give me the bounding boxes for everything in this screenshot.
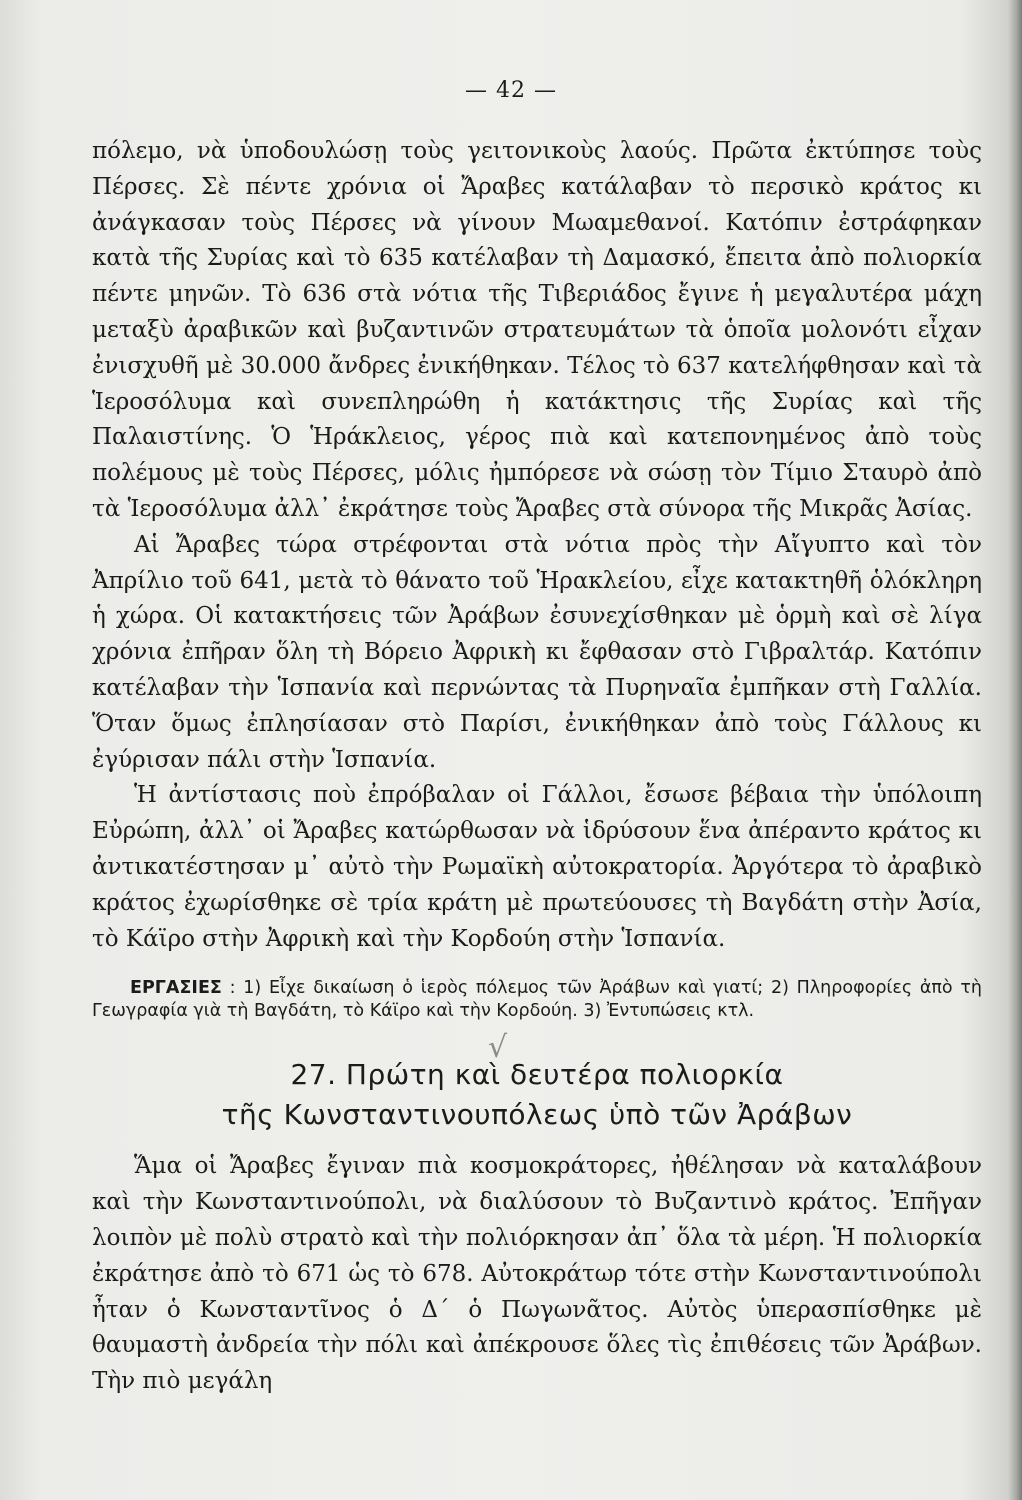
chapter-title: [92, 1055, 982, 1135]
page-edge-shadow: [1008, 0, 1022, 1500]
paragraph-3: Ἡ ἀντίστασις ποὺ ἐπρόβαλαν οἱ Γάλλοι, ἔσωσε βέβαια τὴν ὑπόλοιπη Εὐρώπη, ἀλλ᾽ οἱ Ἄραβες κατώρθωσαν νὰ ἱδρύσουν ἕνα ἀπέραντο κράτος κι ἀντικατέστησαν μ᾽ αὐτὸ τὴν Ρωμαϊκὴ αὐτοκρατορία. Ἀργότερα τὸ ἀραβικὸ κράτος ἐχωρίσθηκε σὲ τρία κράτη μὲ πρωτεύουσες τὴ Βαγδάτη στὴν Ἀσία, τὸ Κάϊρο στὴν Ἀφρικὴ καὶ τὴν Κορδούη στὴν Ἱσπανία.: [92, 782, 982, 952]
paragraph-1: πόλεμο, νὰ ὑποδουλώσῃ τοὺς γειτονικοὺς λαούς. Πρῶτα ἐκτύπησε τοὺς Πέρσες. Σὲ πέντε χρόνια οἱ Ἄραβες κατάλαβαν τὸ περσικὸ κράτος κι ἀνάγκασαν τοὺς Πέρσες νὰ γίνουν Μωαμεθανοί. Κατόπιν ἐστράφηκαν κατὰ τῆς Συρίας καὶ τὸ 635 κατέλαβαν τὴ Δαμασκό, ἔπειτα ἀπὸ πολιορκία πέντε μηνῶν. Τὸ 636 στὰ νότια τῆς Τιβεριάδος ἔγινε ἡ μεγαλυτέρα μάχη μεταξὺ ἀραβικῶν καὶ βυζαντινῶν στρατευμάτων τὰ ὁποῖα μολονότι εἶχαν ἐνισχυθῆ μὲ 30.000 ἄνδρες ἐνικήθηκαν. Τέλος τὸ 637 κατελήφθησαν καὶ τὰ Ἱεροσόλυμα καὶ συνεπληρώθη ἡ κατάκτησις τῆς Συρίας καὶ τῆς Παλαιστίνης. Ὁ Ἡράκλειος, γέρος πιὰ καὶ κατεπονημένος ἀπὸ τοὺς πολέμους μὲ τοὺς Πέρσες, μόλις ἠμπόρεσε νὰ σώσῃ τὸν Τίμιο Σταυρὸ ἀπὸ τὰ Ἱεροσόλυμα ἀλλ᾽ ἐκράτησε τοὺς Ἄραβες στὰ σύνορα τῆς Μικρᾶς Ἀσίας.: [92, 138, 982, 522]
chapter-paragraph-1: Ἅμα οἱ Ἄραβες ἔγιναν πιὰ κοσμοκράτορες, ἠθέλησαν νὰ καταλάβουν καὶ τὴν Κωνσταντινούπολι, νὰ διαλύσουν τὸ Βυζαντινὸ κράτος. Ἐπῆγαν λοιπὸν μὲ πολὺ στρατὸ καὶ τὴν πολιόρκησαν ἀπ᾽ ὅλα τὰ μέρη. Ἡ πολιορκία ἐκράτησε ἀπὸ τὸ 671 ὡς τὸ 678. Αὐτοκράτωρ τότε στὴν Κωνσταντινούπολι ἦταν ὁ Κωνσταντῖνος ὁ Δ΄ ὁ Πωγωνᾶτος. Αὐτὸς ὑπερασπίσθηκε μὲ θαυμαστὴ ἀνδρεία τὴν πόλι καὶ ἀπέκρουσε ὅλες τὶς ἐπιθέσεις τῶν Ἀράβων. Τὴν πιὸ μεγάλη: [92, 1153, 982, 1395]
chapter-title-line-1: 27. Πρώτη καὶ δευτέρα πολιορκία: [290, 1058, 784, 1092]
pencil-check-mark: √: [488, 1030, 508, 1065]
exercises-label: ΕΡΓΑΣΙΕΣ: [130, 978, 222, 999]
chapter-title-line-2: τῆς Κωνσταντινουπόλεως ὑπὸ τῶν Ἀράβων: [221, 1098, 853, 1132]
exercises-text: : 1) Εἶχε δικαίωση ὁ ἱερὸς πόλεμος τῶν Ἀράβων καὶ γιατί; 2) Πληροφορίες ἀπὸ τὴ Γεωγραφία γιὰ τὴ Βαγδάτη, τὸ Κάϊρο καὶ τὴν Κορδούη. 3) Ἐντυπώσεις κτλ.: [92, 978, 982, 1022]
page-number: — 42 —: [465, 78, 557, 103]
exercises-block: [92, 977, 982, 1023]
paragraph-2: Αἱ Ἄραβες τώρα στρέφονται στὰ νότια πρὸς τὴν Αἴγυπτο καὶ τὸν Ἀπρίλιο τοῦ 641, μετὰ τὸ θάνατο τοῦ Ἡρακλείου, εἶχε κατακτηθῆ ὁλόκληρη ἡ χώρα. Οἱ κατακτήσεις τῶν Ἀράβων ἐσυνεχίσθηκαν μὲ ὁρμὴ καὶ σὲ λίγα χρόνια ἐπῆραν ὅλη τὴ Βόρειο Ἀφρικὴ κι ἔφθασαν στὸ Γιβραλτάρ. Κατόπιν κατέλαβαν τὴν Ἱσπανία καὶ περνώντας τὰ Πυρηναῖα ἐμπῆκαν στὴ Γαλλία. Ὅταν ὅμως ἐπλησίασαν στὸ Παρίσι, ἐνικήθηκαν ἀπὸ τοὺς Γάλλους κι ἐγύρισαν πάλι στὴν Ἱσπανία.: [92, 531, 982, 773]
body-text: [92, 134, 982, 1400]
